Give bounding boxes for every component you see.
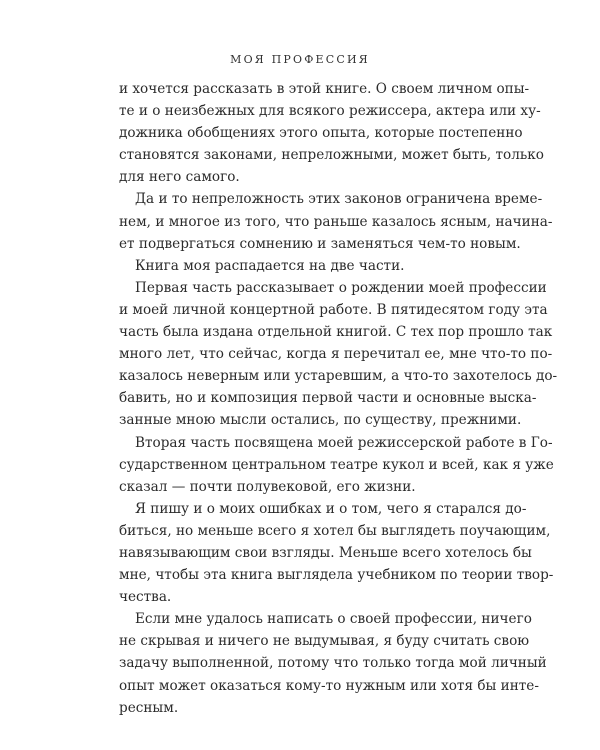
text-line: Я пишу и о моих ошибках и о том, чего я старался до- [135,500,527,517]
text-line: опыт может оказаться кому-то нужным или хотя бы инте- [119,677,539,694]
paragraph [119,498,554,608]
text-line: становятся законами, непреложными, может быть, только [119,147,544,164]
text-line: казалось неверным или устаревшим, а что-то захотелось до- [119,368,558,385]
paragraph [119,78,544,188]
text-line: задачу выполненной, потому что только тогда мой личный [119,655,547,672]
text-line: и моей личной концертной работе. В пятидесятом году эта [119,301,548,318]
text-line: мне, чтобы эта книга выглядела учебником по теории твор- [119,567,554,584]
text-line: сударственном центральном театре кукол и всей, как я уже [119,456,554,473]
text-line: занные мною мысли остались, по существу, прежними. [119,412,522,429]
running-head: МОЯ ПРОФЕССИЯ [230,53,370,66]
text-line: Книга моя распадается на две части. [135,257,405,274]
text-line: дожника обобщениях этого опыта, которые постепенно [119,125,523,142]
text-line: и хочется рассказать в этой книге. О своем личном опы- [119,81,530,97]
text-line: навязывающим свои взгляды. Меньше всего хотелось бы [119,544,532,561]
text-line: ет подвергаться сомнению и заменяться чем-то новым. [119,235,521,252]
paragraph [119,608,547,718]
text-line: нем, и многое из того, что раньше казалось ясным, начина- [119,213,553,230]
text-line: Вторая часть посвящена моей режиссерской работе в Го- [135,434,553,451]
text-line: ресным. [119,699,179,716]
text-line: Если мне удалось написать о своей профессии, ничего [135,611,532,628]
text-line: часть была издана отдельной книгой. С тех пор прошло так [119,324,553,341]
text-line: бавить, но и композиция первой части и основные выска- [119,390,537,407]
text-line: Да и то непреложность этих законов ограничена време- [135,191,543,208]
text-line: биться, но меньше всего я хотел бы выглядеть поучающим, [119,522,551,539]
body-text [119,78,558,719]
text-line: много лет, что сейчас, когда я перечитал ее, мне что-то по- [119,346,553,363]
text-line: те и о неизбежных для всякого режиссера, актера или ху- [119,103,541,120]
text-line: сказал — почти полувековой, его жизни. [119,478,416,495]
paragraph [119,188,553,254]
paragraph [119,277,558,432]
text-line: для него самого. [119,169,240,186]
paragraph [119,255,474,277]
text-line: чества. [119,589,172,606]
text-line: не скрывая и ничего не выдумывая, я буду считать свою [119,633,530,650]
paragraph [119,432,554,498]
text-line: Первая часть рассказывает о рождении моей профессии [135,279,547,296]
